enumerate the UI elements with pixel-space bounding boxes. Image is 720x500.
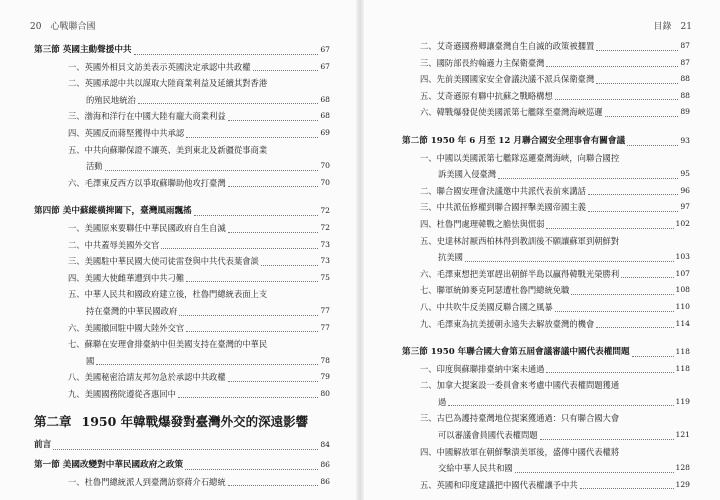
toc-entry[interactable] xyxy=(402,183,690,200)
toc-entry-title: 一、印度與蘇聯排臺納中案未通過 xyxy=(420,363,545,374)
toc-entry-title: 抗美國 xyxy=(438,252,463,263)
toc-entry-title: 活動 xyxy=(86,161,103,172)
toc-entry[interactable] xyxy=(402,316,690,333)
right-toc xyxy=(402,38,690,493)
toc-entry-title: 第三節 英國主動聲援中共 xyxy=(34,45,132,55)
toc-page-number: 87 xyxy=(680,41,690,50)
toc-page-number: 95 xyxy=(680,169,690,179)
dot-leader xyxy=(555,311,674,312)
toc-entry-wrapped[interactable]: 二、英國承認中共以謀取大陸商業利益及延續其對香港 xyxy=(68,78,268,89)
toc-entry[interactable] xyxy=(34,270,330,287)
toc-entry-wrapped[interactable]: 四、中國解放軍在朝鮮擊潰美軍後，盛傳中國代表權將 xyxy=(420,446,620,457)
book-gutter xyxy=(356,0,364,500)
toc-page-number: 78 xyxy=(320,355,330,365)
dot-leader xyxy=(178,397,318,398)
toc-entry-title: 四、英國反而蔣堅獲得中共承認 xyxy=(68,127,185,138)
chapter-title: 1950 年韓戰爆發對臺灣外交的深遠影響 xyxy=(81,414,309,430)
toc-entry-title: 第一節 美國改變對中華民國政府之政策 xyxy=(34,460,184,471)
dot-leader xyxy=(498,178,678,179)
toc-page-number: 110 xyxy=(675,301,690,311)
toc-entry[interactable] xyxy=(34,386,330,403)
toc-page-number: 88 xyxy=(680,90,690,100)
toc-page-number: 86 xyxy=(320,460,330,470)
dot-leader xyxy=(186,281,318,282)
toc-page-number: 68 xyxy=(320,94,330,104)
toc-entry[interactable] xyxy=(34,108,330,125)
toc-entry-continued[interactable] xyxy=(402,427,690,444)
dot-leader xyxy=(540,439,674,440)
toc-entry-title: 二、中共蓋辱美國外交官 xyxy=(68,239,160,250)
dot-leader xyxy=(632,356,674,357)
toc-entry[interactable] xyxy=(34,59,330,76)
right-page-number: 21 xyxy=(680,22,692,32)
toc-entry[interactable] xyxy=(402,104,690,121)
left-toc xyxy=(34,42,330,490)
toc-entry[interactable] xyxy=(34,369,330,386)
toc-page-number: 70 xyxy=(320,161,330,171)
toc-entry[interactable] xyxy=(34,175,330,192)
toc-page-number: 89 xyxy=(680,107,690,117)
dot-leader xyxy=(228,485,319,486)
toc-entry-title: 國 xyxy=(86,355,95,366)
toc-page-number: 67 xyxy=(320,45,330,54)
toc-entry[interactable] xyxy=(402,299,690,316)
toc-entry-wrapped[interactable]: 五、史達林討厭西柏林得到教訓後不願讓蘇軍到朝鮮對 xyxy=(420,235,620,246)
toc-page-number: 72 xyxy=(320,222,330,232)
toc-page-number: 79 xyxy=(320,372,330,382)
toc-page-number: 73 xyxy=(320,239,330,249)
dot-leader xyxy=(228,232,319,233)
dot-leader xyxy=(546,372,673,373)
toc-page-number: 121 xyxy=(675,430,690,440)
dot-leader xyxy=(96,364,318,365)
left-running-head xyxy=(30,19,104,32)
dot-leader xyxy=(53,449,318,450)
toc-entry[interactable] xyxy=(402,477,690,494)
toc-page-number: 118 xyxy=(675,347,690,357)
toc-entry-title: 訴美國入侵臺灣 xyxy=(438,169,497,180)
toc-page-number: 87 xyxy=(680,57,690,67)
toc-entry-title: 六、美國撤回駐中國大陸外交官 xyxy=(68,322,185,333)
toc-entry-continued[interactable] xyxy=(34,303,330,320)
dot-leader xyxy=(194,215,319,216)
toc-entry[interactable] xyxy=(402,55,690,72)
right-chapter-title: 目錄 xyxy=(653,22,672,32)
toc-entry-title: 一、杜魯門總統派人到臺灣訪察蔣介石總統 xyxy=(68,476,226,487)
dot-leader xyxy=(555,99,679,100)
toc-entry-title: 九、毛澤東為抗美援朝永遠失去解放臺灣的機會 xyxy=(420,318,595,329)
toc-entry-title: 一、英國外相貝文訪美表示英國決定承認中共政權 xyxy=(68,61,251,72)
toc-page-number: 129 xyxy=(675,479,690,489)
toc-page-number: 108 xyxy=(675,285,690,295)
toc-entry-continued[interactable] xyxy=(34,158,330,175)
dot-leader xyxy=(228,186,319,187)
dot-leader xyxy=(448,405,673,406)
toc-chapter-2[interactable] xyxy=(34,412,330,434)
toc-entry[interactable] xyxy=(402,38,690,55)
toc-entry-title: 四、美國大使雌華遭到中共刁難 xyxy=(68,272,185,283)
toc-entry-wrapped[interactable]: 一、中國以美國派第七艦隊巡邏臺灣海峽，向聯合國控 xyxy=(420,152,620,163)
toc-entry-title: 六、毛澤東想把美軍趕出朝鮮半島以贏得韓戰光榮勝利 xyxy=(420,268,620,279)
toc-page-number: 86 xyxy=(320,476,330,486)
dot-leader xyxy=(253,70,319,71)
dot-leader xyxy=(546,228,673,229)
toc-page-number: 102 xyxy=(675,218,690,228)
toc-chapter2-section-1[interactable] xyxy=(34,457,330,474)
dot-leader xyxy=(138,103,319,104)
dot-leader xyxy=(596,327,673,328)
toc-page-number: 77 xyxy=(320,305,330,315)
toc-entry[interactable] xyxy=(402,361,690,378)
toc-page-number: 80 xyxy=(320,388,330,398)
toc-entry-title: 三、國防部長約翰遜力主保衛臺灣 xyxy=(420,57,545,68)
dot-leader xyxy=(571,294,673,295)
dot-leader xyxy=(588,194,678,195)
toc-page-number: 107 xyxy=(675,268,690,278)
dot-leader xyxy=(161,248,318,249)
toc-page-number: 96 xyxy=(680,185,690,195)
toc-section-2[interactable] xyxy=(402,133,690,150)
toc-entry-title: 九、美國國務院遵從吝惠回中 xyxy=(68,388,176,399)
toc-entry-wrapped[interactable]: 七、蘇聯在安理會排臺納中但美國支持在臺灣的中華民 xyxy=(68,339,268,350)
dot-leader xyxy=(627,145,678,146)
right-running-head xyxy=(645,19,692,32)
toc-section-4[interactable] xyxy=(34,203,330,220)
toc-entry-title: 一、美國原來要聯任中華民國政府自生自滅 xyxy=(68,222,226,233)
toc-page-number: 118 xyxy=(675,363,690,373)
dot-leader xyxy=(580,488,674,489)
toc-page-number: 103 xyxy=(675,252,690,262)
toc-entry[interactable] xyxy=(34,320,330,337)
toc-entry-title: 持在臺灣的中華民國政府 xyxy=(86,305,178,316)
toc-entry-title: 五、英國和印度建議把中國代表權讓予中共 xyxy=(420,479,578,490)
toc-page-number: 88 xyxy=(680,74,690,84)
toc-entry-title: 七、聯軍統帥麥克阿瑟遭杜魯門總統免職 xyxy=(420,285,570,296)
chapter-number: 第二章 xyxy=(34,414,72,430)
toc-entry-continued[interactable] xyxy=(34,353,330,370)
dot-leader xyxy=(179,315,318,316)
toc-entry-wrapped[interactable]: 五、中共向蘇聯保證不讓英、美到東北及新疆從事商業 xyxy=(68,144,268,155)
toc-entry-title: 可以審議會員國代表權問題 xyxy=(438,430,538,441)
toc-entry-title: 八、中共吹牛反美國反聯合國之風暴 xyxy=(420,301,553,312)
dot-leader xyxy=(186,137,318,138)
dot-leader xyxy=(228,381,319,382)
dot-leader xyxy=(465,261,674,262)
toc-page-number: 93 xyxy=(680,135,690,145)
toc-entry-continued[interactable] xyxy=(402,394,690,411)
toc-entry[interactable] xyxy=(402,199,690,216)
dot-leader xyxy=(621,277,673,278)
toc-page-number: 119 xyxy=(675,396,690,406)
dot-leader xyxy=(105,170,319,171)
toc-page-number: 69 xyxy=(320,127,330,137)
toc-entry-title: 四、先前美國國家安全會議決議不派兵保衛臺灣 xyxy=(420,74,595,85)
dot-leader xyxy=(605,116,679,117)
toc-entry-continued[interactable] xyxy=(402,460,690,477)
dot-leader xyxy=(515,472,674,473)
dot-leader xyxy=(596,50,678,51)
toc-entry-continued[interactable] xyxy=(402,249,690,266)
toc-entry-title: 二、聯合國安理會決議邀中共派代表前來講話 xyxy=(420,185,586,196)
toc-entry-title: 三、中共派伍修權到聯合國抨擊美國帝國主義 xyxy=(420,202,586,213)
toc-entry-title: 八、美國秘密洽請友邦勿急於承認中共政權 xyxy=(68,372,226,383)
toc-entry[interactable] xyxy=(402,216,690,233)
toc-entry[interactable] xyxy=(402,88,690,105)
toc-page-number: 114 xyxy=(675,318,690,328)
toc-entry-title: 第二節 1950 年 6 月至 12 月聯合國安全理事會有關會議 xyxy=(402,135,626,146)
dot-leader xyxy=(134,54,319,55)
toc-entry[interactable] xyxy=(402,266,690,283)
dot-leader xyxy=(185,469,318,470)
toc-page-number: 67 xyxy=(320,61,330,71)
toc-preface[interactable] xyxy=(34,437,330,454)
toc-entry-title: 過 xyxy=(438,396,447,407)
dot-leader xyxy=(228,120,319,121)
toc-page-number: 84 xyxy=(320,440,330,450)
toc-entry-continued[interactable] xyxy=(34,92,330,109)
toc-entry[interactable] xyxy=(402,71,690,88)
toc-section-3[interactable] xyxy=(34,42,330,59)
toc-page-number: 72 xyxy=(320,206,330,216)
toc-entry-title: 五、艾奇遜原有聯中抗蘇之戰略構想 xyxy=(420,90,553,101)
toc-page-number: 97 xyxy=(680,202,690,212)
dot-leader xyxy=(186,331,318,332)
toc-entry-title: 六、毛澤東反西方以爭取蘇聯助他攻打臺灣 xyxy=(68,177,226,188)
toc-entry-title: 六、韓戰爆發促使美國派第七艦隊至臺灣海峽巡邏 xyxy=(420,107,603,118)
toc-entry[interactable] xyxy=(402,282,690,299)
toc-entry-title: 交給中華人民共和國 xyxy=(438,463,513,474)
dot-leader xyxy=(588,211,678,212)
toc-entry-title: 的殖民地統治 xyxy=(86,94,136,105)
toc-entry-title: 第三節 1950 年聯合國大會第五屆會議審議中國代表權問題 xyxy=(402,347,630,358)
toc-entry[interactable] xyxy=(34,237,330,254)
toc-page-number: 70 xyxy=(320,177,330,187)
toc-page-number: 77 xyxy=(320,322,330,332)
toc-entry-wrapped[interactable]: 三、古巴為護持臺灣地位提案獲通過：只有聯合國大會 xyxy=(420,413,620,424)
toc-entry-title: 二、艾奇遜國務卿讓臺灣自生自滅的政策被擱置 xyxy=(420,41,595,51)
toc-entry-title: 第四節 美中蘇縱橫捭闔下，臺灣風雨飄搖 xyxy=(34,206,192,217)
dot-leader xyxy=(546,66,678,67)
toc-page-number: 73 xyxy=(320,256,330,266)
toc-entry[interactable] xyxy=(34,253,330,270)
dot-leader xyxy=(596,83,678,84)
toc-entry-wrapped[interactable]: 五、中華人民共和國政府建立後，杜魯門總統表面上支 xyxy=(68,289,268,300)
toc-entry-title: 前言 xyxy=(34,440,52,451)
dot-leader xyxy=(261,265,318,266)
left-page-number: 20 xyxy=(30,22,42,32)
toc-entry[interactable] xyxy=(34,220,330,237)
toc-entry[interactable] xyxy=(34,125,330,142)
toc-section-3[interactable] xyxy=(402,344,690,361)
left-book-title: 心戰聯合國 xyxy=(50,22,96,32)
toc-entry-title: 三、美國駐中華民國大使司徒雷登與中共代表葉會談 xyxy=(68,256,259,267)
toc-page-number: 75 xyxy=(320,272,330,282)
toc-entry-title: 三、渤海和洋行在中國大陸有龐大商業利益 xyxy=(68,111,226,122)
toc-entry-continued[interactable] xyxy=(402,166,690,183)
toc-page-number: 128 xyxy=(675,463,690,473)
toc-page-number: 68 xyxy=(320,111,330,121)
toc-entry-title: 四、杜魯門處理韓戰之膽怯與慌弱 xyxy=(420,218,545,229)
toc-entry-wrapped[interactable]: 二、加拿大提案設一委員會來考慮中國代表權問題獲通 xyxy=(420,380,620,391)
toc-entry[interactable] xyxy=(34,474,330,491)
